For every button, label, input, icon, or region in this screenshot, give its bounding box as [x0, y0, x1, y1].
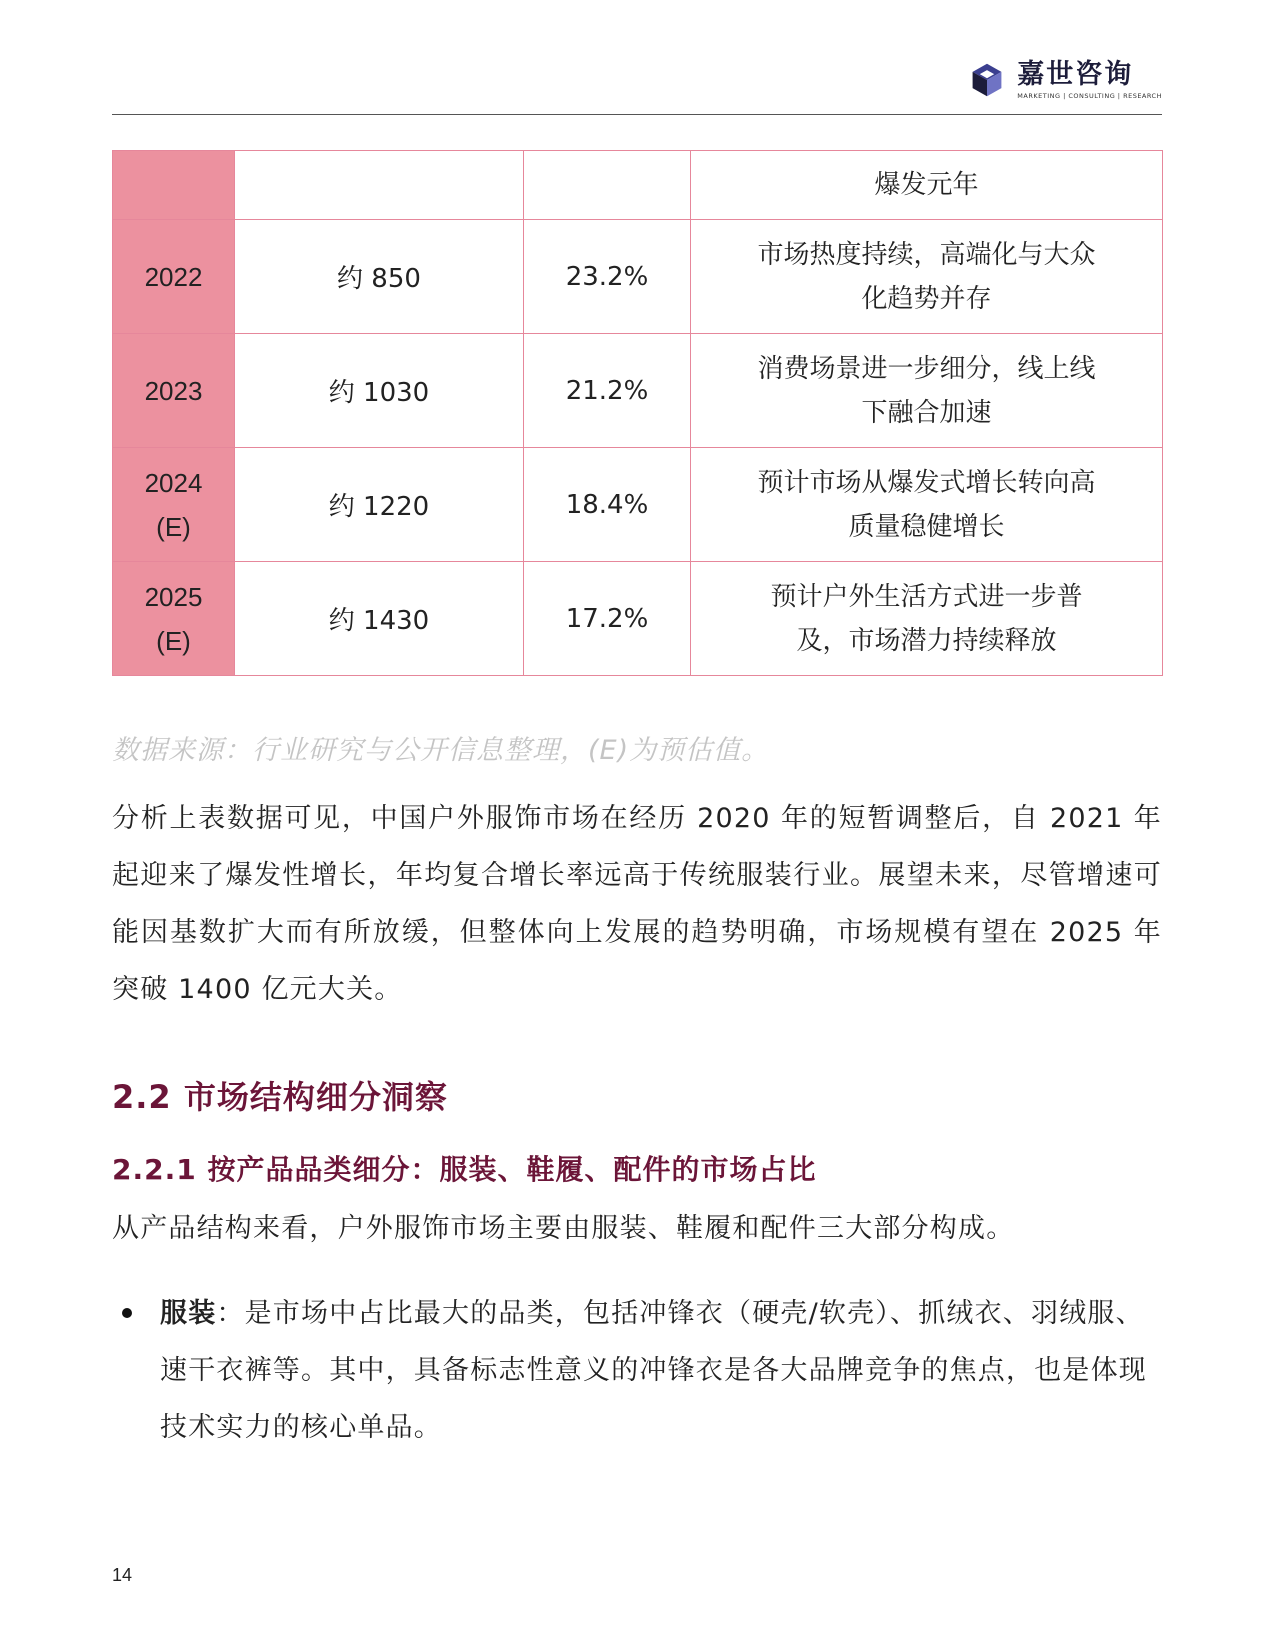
note-line-2: 下融合加速: [861, 397, 992, 428]
table-row: [113, 220, 1163, 334]
bullet-text: ：是市场中占比最大的品类，包括冲锋衣（硬壳/软壳）、抓绒衣、羽绒服、速干衣裤等。其中，具备标志性意义的冲锋衣是各大品牌竞争的焦点，也是体现技术实力的核心单品。: [160, 1298, 1147, 1443]
note-cell: [691, 448, 1163, 562]
growth-cell: 17.2%: [524, 562, 691, 676]
cube-logo-icon: [969, 62, 1005, 98]
note-cell: [691, 220, 1163, 334]
company-logo: [969, 56, 1162, 104]
size-cell: 约 1220: [235, 448, 524, 562]
intro-paragraph: 从产品结构来看，户外服饰市场主要由服装、鞋履和配件三大部分构成。: [112, 1213, 1015, 1244]
year-cell: [113, 334, 235, 448]
year-suffix: (E): [156, 511, 191, 542]
size-cell: [235, 151, 524, 220]
note-line-1: 市场热度持续，高端化与大众: [757, 239, 1096, 270]
note-cell: [691, 562, 1163, 676]
growth-cell: 21.2%: [524, 334, 691, 448]
year-suffix: (E): [156, 625, 191, 656]
growth-cell: 18.4%: [524, 448, 691, 562]
table-row: [113, 334, 1163, 448]
year-text: 2022: [144, 261, 203, 292]
year-text: 2024: [144, 467, 203, 498]
note-cell: [691, 334, 1163, 448]
bullet-term: 服装: [160, 1298, 217, 1329]
page-header: [112, 50, 1162, 115]
year-cell: [113, 448, 235, 562]
market-size-table: [112, 150, 1163, 676]
size-cell: 约 1030: [235, 334, 524, 448]
subsection-heading: 2.2.1 按产品品类细分：服装、鞋履、配件的市场占比: [112, 1153, 817, 1186]
page-number: 14: [112, 1565, 133, 1585]
table-row: [113, 448, 1163, 562]
analysis-paragraph: 分析上表数据可见，中国户外服饰市场在经历 2020 年的短暂调整后，自 2021 年起迎来了爆发性增长，年均复合增长率远高于传统服装行业。展望未来，尽管增速可能因基数扩大而有所放缓，但整体向上发展的趋势明确，市场规模有望在 2025 年突破 1400 亿元大关。: [112, 803, 1162, 1005]
growth-cell: [524, 151, 691, 220]
logo-tagline: MARKETING | CONSULTING | RESEARCH: [1017, 92, 1162, 100]
year-cell: [113, 220, 235, 334]
table-row: [113, 151, 1163, 220]
note-line-2: 化趋势并存: [861, 283, 992, 314]
note-line-1: 预计市场从爆发式增长转向高: [757, 467, 1096, 498]
section-heading: 2.2 市场结构细分洞察: [112, 1078, 448, 1116]
size-cell: 约 1430: [235, 562, 524, 676]
year-text: 2025: [144, 581, 203, 612]
source-note: 数据来源：行业研究与公开信息整理，(E)为预估值。: [112, 735, 770, 766]
note-line-2: 及，市场潜力持续释放: [796, 625, 1057, 656]
table-row: [113, 562, 1163, 676]
growth-cell: 23.2%: [524, 220, 691, 334]
year-text: 2023: [144, 375, 203, 406]
bullet-item: [160, 1285, 1162, 1456]
year-cell: [113, 151, 235, 220]
year-cell: [113, 562, 235, 676]
note-line-2: 质量稳健增长: [848, 511, 1005, 542]
size-cell: 约 850: [235, 220, 524, 334]
note-line-1: 消费场景进一步细分，线上线: [757, 353, 1096, 384]
note-line-1: 预计户外生活方式进一步普: [770, 581, 1083, 612]
bullet-dot-icon: [122, 1308, 132, 1318]
note-cell: 爆发元年: [691, 151, 1163, 220]
logo-name: 嘉世咨询: [1017, 59, 1134, 90]
